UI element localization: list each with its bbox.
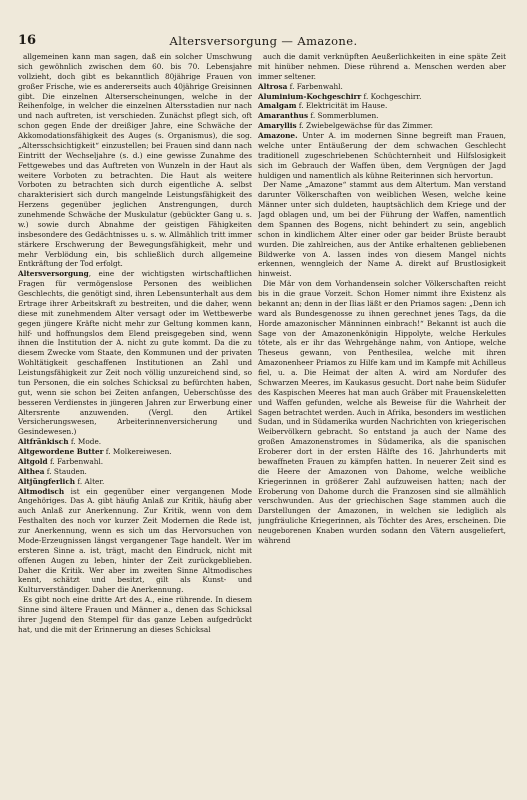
dictionary-entry (18, 487, 252, 596)
entry-text: f. Zwiebelgewächse für das Zimmer. (296, 121, 433, 131)
entry-text: f. Mode. (68, 437, 102, 447)
entry-text: , eine der wichtigsten wirtschaftlichen Fragen für vermögenslose Personen des weiblichen Geschlechts, die genötigt sind, ihren Lebensunterhalt aus dem Ertrage ihrer Arbeitskraft zu bestreiten, und die daher, wenn diese mit zunehmendem Alter versagt oder im Wettbewerbe gegen jüngere Kräfte nicht mehr zur Geltung kommen kann, hilf- und hoffnungslos dem Elend preisgegeben sind, wenn ihnen die Institution der A. nicht zu gute kommt. Da die zu diesem Zwecke vom Staate, den Kommunen und der privaten Wohltätigkeit geschaffenen Institutionen an Zahl und Leistungsfähigkeit zur Zeit noch völlig unzureichend sind, so tun Personen, die ein solches Schicksal zu befürchten haben, gut, wenn sie schon bei Zeiten anfangen, Ueberschüsse des besseren Verdienstes in jüngeren Jahren zur Erwerbung einer Altersrente anzuwenden. (Vergl. den Artikel Versicherungswesen, Arbeiterinnenversicherung und Gesindewesen.) (18, 269, 252, 437)
dictionary-entry (18, 437, 252, 447)
entry-headword: Altfränkisch (18, 437, 69, 447)
entry-headword: Altersversorgung (18, 269, 89, 279)
page-number: 16 (18, 33, 37, 48)
dictionary-entry (18, 457, 252, 467)
running-title: Altersversorgung — Amazone. (169, 34, 358, 48)
dictionary-entry (18, 269, 252, 437)
text-paragraph (18, 52, 252, 269)
entry-headword: Altrosa (258, 81, 288, 91)
dictionary-entry (258, 82, 506, 92)
text-paragraph (258, 52, 506, 82)
entry-headword: Aluminium-Kochgeschirr (258, 91, 362, 101)
entry-headword: Amaryllis (258, 121, 297, 131)
entry-text: Unter A. im modernen Sinne begreift man Frauen, welche unter Entäußerung der dem schwachen Geschlecht traditionell zugeschriebenen Schüchternheit und Hilfslosigkeit sich im Gebrauch der Waffen üben, dem Vergnügen der Jagd huldigen und namentlich als kühne Reiterinnen sich hervortun. (258, 131, 506, 180)
text-paragraph (258, 279, 506, 546)
text-paragraph (18, 595, 252, 635)
left-column (18, 52, 252, 794)
dictionary-entry (18, 447, 252, 457)
entry-text: Die Mär von dem Vorhandensein solcher Völkerschaften reicht bis in die graue Vorzeit. Schon Homer nimmt ihre Existenz als bekannt an; denn in der Ilias läßt er den Priamos sagen: „Denn ich ward als Bundesgenosse zu ihnen gerechnet jenes Tags, da die Horde amazonischer Männinnen einbrach!“ Bekannt ist auch die Sage von der Amazonenkönigin Hippolyte, welche Herkules tötete, als er ihr das Wehrgehänge nahm, von Antiope, welche Theseus gewann, von Penthesilea, welche mit ihren Amazonenheer Priamos zu Hilfe kam und im Kampfe mit Achilleus fiel, u. a. Die Heimat der alten A. wird am Nordufer des Schwarzen Meeres, im Kaukasus gesucht. Dort nahe beim Südufer des Kaspischen Meeres hat man auch Gräber mit Frauenskeletten und Waffen gefunden, welche als Beweise für die Wahrheit der Sagen betrachtet werden. Auch in Afrika, besonders im westlichen Sudan, und in Südamerika wurden Nachrichten von kriegerischen Weibervölkern gebracht. So entstand ja auch der Name des großen Amazonenstromes in Südamerika, als die spanischen Eroberer dort in der ersten Hälfte des 16. Jahrhunderts mit bewaffneten Frauen zu kämpfen hatten. In neuerer Zeit sind es die Heere der Amazonen von Dahome, welche weibliche Kriegerinnen in größerer Zahl aufzuweisen hatten; nach der Eroberung von Dahome durch die Franzosen sind sie allmählich verschwunden. Aus der griechischen Sage stammen auch die Darstellungen der Amazonen, in welchen sie lediglich als jungfräuliche Kriegerinnen, als Töchter des Ares, erscheinen. Die neugeborenen Knaben wurden sodann den Vätern ausgeliefert, während (258, 279, 506, 545)
entry-text: f. Molkereiwesen. (103, 447, 172, 456)
entry-text: f. Sommerblumen. (308, 111, 379, 121)
entry-headword: Amaranthus (258, 111, 309, 121)
entry-text: f. Farbenwahl. (47, 456, 104, 466)
dictionary-entry (18, 477, 252, 487)
entry-headword: Altjüngferlich (18, 476, 76, 486)
entry-headword: Althea (18, 466, 45, 476)
entry-text: ist ein gegenüber einer vergangenen Mode Angehöriges. Das A. gibt häufig Anlaß zur Kritik, häufig aber auch Anlaß zur Anerkennung. Zur Kritik, wenn von dem Festhalten des noch vor kurzer Zeit Modernen die Rede ist, zur Anerkennung, wenn es sich um das Hervorsuchen von Mode-Erzeugnissen längst vergangener Tage handelt. Wer im ersteren Sinne a. ist, trägt, macht den Eindruck, nicht mit offenen Augen zu leben, hinter der Zeit zurückgeblieben. Daher die Kritik. Wer aber im zweiten Sinne Altmodisches kennt, schätzt und besitzt, gilt als Kunst- und Kulturverständiger. Daher die Anerkennung. (18, 486, 252, 595)
text-paragraph (258, 180, 506, 279)
entry-headword: Altmodisch (18, 486, 65, 496)
page-header (0, 33, 527, 49)
dictionary-entry (258, 92, 506, 102)
entry-text: f. Alter. (75, 476, 105, 486)
entry-headword: Altgewordene Butter (18, 447, 104, 456)
dictionary-entry (258, 121, 506, 131)
entry-text: f. Kochgeschirr. (361, 91, 422, 101)
right-column (258, 52, 506, 794)
entry-headword: Amalgam (258, 101, 297, 111)
entry-text: auch die damit verknüpften Aeußerlichkeiten in eine späte Zeit mit hinüber nehmen. Diese rührend a. Menschen werden aber immer seltener. (258, 52, 506, 81)
entry-text: Der Name „Amazone“ stammt aus dem Altertum. Man verstand darunter Völkerschaften von weiblichen Wesen, welche keine Männer unter sich duldeten, hauptsächlich dem Kriege und der Jagd oblagen und, um bei der Führung der Waffen, namentlich dem Spannen des Bogens, nicht behindert zu sein, angeblich schon in kindlichem Alter einer oder gar beider Brüste beraubt wurden. Die zahlreichen, aus der Antike erhaltenen gebliebenen Bildwerke von A. lassen indes von diesem Mangel nichts erkennen, wenngleich der Name A. direkt auf Brustlosigkeit hinweist. (258, 180, 506, 279)
dictionary-entry (258, 111, 506, 121)
entry-text: f. Elektricität im Hause. (296, 101, 388, 111)
dictionary-entry (18, 467, 252, 477)
entry-headword: Altgold (18, 456, 48, 466)
dictionary-entry (258, 101, 506, 111)
entry-text: f. Stauden. (44, 466, 87, 476)
dictionary-entry (258, 131, 506, 180)
entry-headword: Amazone. (258, 131, 298, 140)
entry-text: allgemeinen kann man sagen, daß ein solcher Umschwung sich gewöhnlich zwischen dem 60. bis 70. Lebensjahre vollzieht, doch gibt es bekanntlich 80jährige Frauen von großer Frische, wie es andererseits auch 40jährige Greisinnen gibt. Die einzelnen Alterserscheinungen, welche in der Reihenfolge, in welcher die einzelnen Altersstadien nur nach und nach auftreten, ist verschieden. Zunächst pflegt sich, oft schon gegen Ende der dreißiger Jahre, eine Schwäche der Akkomodationsfähigkeit des Auges (s. Organismus), die sog. „Altersschsichtigkeit“ einzustellen; bei Frauen sind dann nach Eintritt der Wechseljahre (s. d.) eine gewisse Zunahme des Fettgewebes und das Auftreten von Wunzeln in der Haut als weitere Vorboten zu betrachten. Die Haut als weitere Vorboten zu betrachten sich durch eigentliche A. selbst charakterisiert sich durch mangelnde Leistungsfähigkeit des Herzens gegenüber jeglichen Anstrengungen, durch zunehmende Schwäche der Muskulatur (gebückter Gang u. s. w.) sowie durch Abnahme der geistigen Fähigkeiten insbesondere des Gedächtnisses u. s. w. Allmählich tritt immer stärkere Erschwerung der Bewegungsfähigkeit, mehr und mehr Verblödung ein, bis schließlich durch allgemeine Entkräftung der Tod erfolgt. (18, 52, 252, 269)
entry-text: Es gibt noch eine dritte Art des A., eine rührende. In diesem Sinne sind ältere Frauen und Männer a., denen das Schicksal ihrer Jugend den Stempel für das ganze Leben aufgedrückt hat, und die mit der Erinnerung an dieses Schicksal (18, 595, 252, 634)
entry-text: f. Farbenwahl. (287, 81, 343, 91)
